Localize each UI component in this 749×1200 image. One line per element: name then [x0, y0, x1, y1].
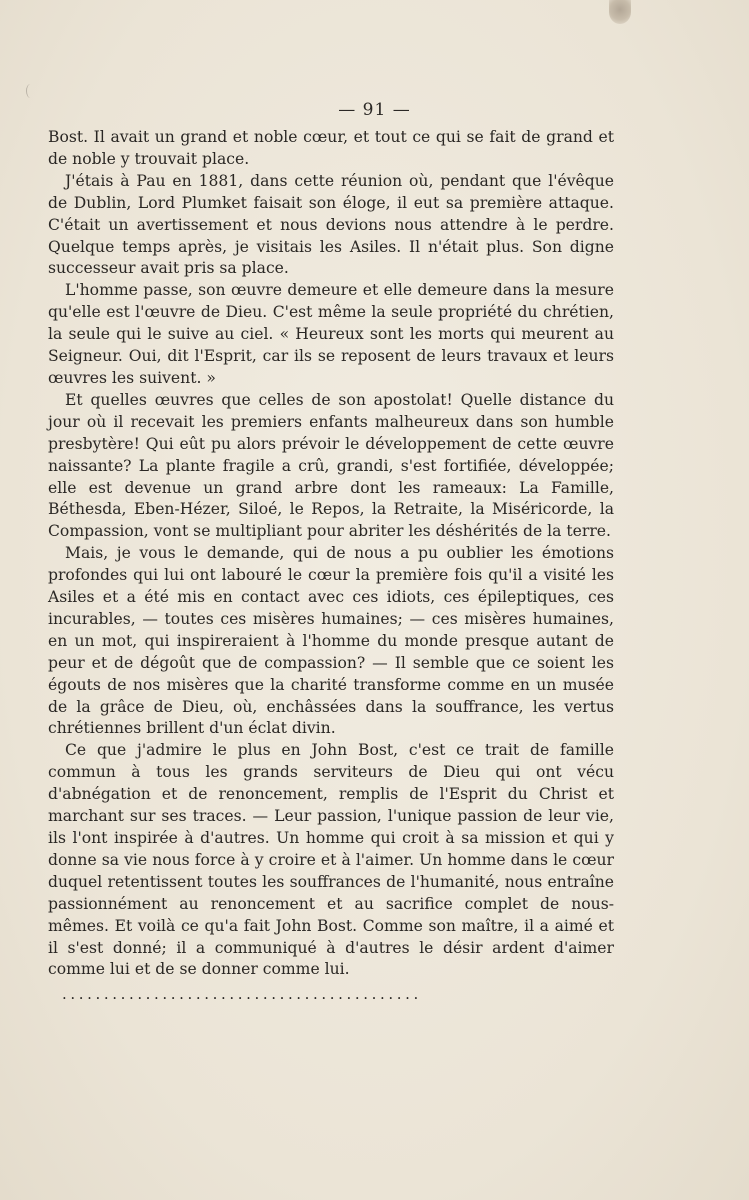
- paragraph-4: Et quelles œuvres que celles de son apostolat! Quelle distance du jour où il recevait les premiers enfants malheureux dans son humble presbytère! Qui eût pu alors prévoir le développement de cette œuvre naissante? La plante fragile a crû, grandi, s'est fortifiée, développée; elle est devenue un grand arbre dont les rameaux: La Famille, Béthesda, Eben-Hézer, Siloé, le Repos, la Retraite, la Miséricorde, la Compassion, vont se multipliant pour abriter les déshérités de la terre.: [48, 390, 614, 541]
- paper-edge-mark: [26, 84, 35, 98]
- ellipsis-line: ...........................................: [62, 985, 422, 1003]
- paper-stain: [609, 0, 631, 24]
- paragraph-3: L'homme passe, son œuvre demeure et elle demeure dans la mesure qu'elle est l'œuvre de Dieu. C'est même la seule propriété du chrétien, la seule qui le suive au ciel. « Heureux sont les morts qui meurent au Seigneur. Oui, dit l'Esprit, car ils se reposent de leurs travaux et leurs œuvres les suivent. »: [48, 281, 614, 387]
- paragraph-5: Mais, je vous le demande, qui de nous a pu oublier les émotions profondes qui lui ont labouré le cœur la première fois qu'il a visité les Asiles et a été mis en contact avec ces idiots, ces épileptiques, ces incurables, — toutes ces misères humaines; — ces misères humaines, en un mot, qui inspireraient à l'homme du monde presque autant de peur et de dégoût que de compassion? — Il semble que ce soient les égouts de nos misères que la charité transforme comme en un musée de la grâce de Dieu, où, enchâssées dans la souffrance, les vertus chrétiennes brillent d'un éclat divin.: [48, 544, 614, 738]
- page-number: — 91 —: [338, 100, 411, 120]
- paragraph-2: J'étais à Pau en 1881, dans cette réunion où, pendant que l'évêque de Dublin, Lord Plumket faisait son éloge, il eut sa première attaque. C'était un avertissement et nous devions nous attendre à le perdre. Quelque temps après, je visitais les Asiles. Il n'était plus. Son digne successeur avait pris sa place.: [48, 171, 614, 278]
- paragraph-1: Bost. Il avait un grand et noble cœur, et tout ce qui se fait de grand et de noble y trouvait place.: [48, 128, 614, 168]
- paragraph-6: Ce que j'admire le plus en John Bost, c'est ce trait de famille commun à tous les grands serviteurs de Dieu qui ont vécu d'abnégation et de renoncement, remplis de l'Esprit du Christ et marchant sur ses traces. — Leur passion, l'unique passion de leur vie, ils l'ont inspirée à d'autres. Un homme qui croit à sa mission et qui y donne sa vie nous force à y croire et à l'aimer. Un homme dans le cœur duquel retentissent toutes les souffrances de l'humanité, nous entraîne passionnément au renoncement et au sacrifice complet de nous-mêmes. Et voilà ce qu'a fait John Bost. Comme son maître, il a aimé et il s'est donné; il a communiqué à d'autres le désir ardent d'aimer comme lui et de se donner comme lui.: [48, 741, 614, 979]
- body-text: [48, 127, 614, 981]
